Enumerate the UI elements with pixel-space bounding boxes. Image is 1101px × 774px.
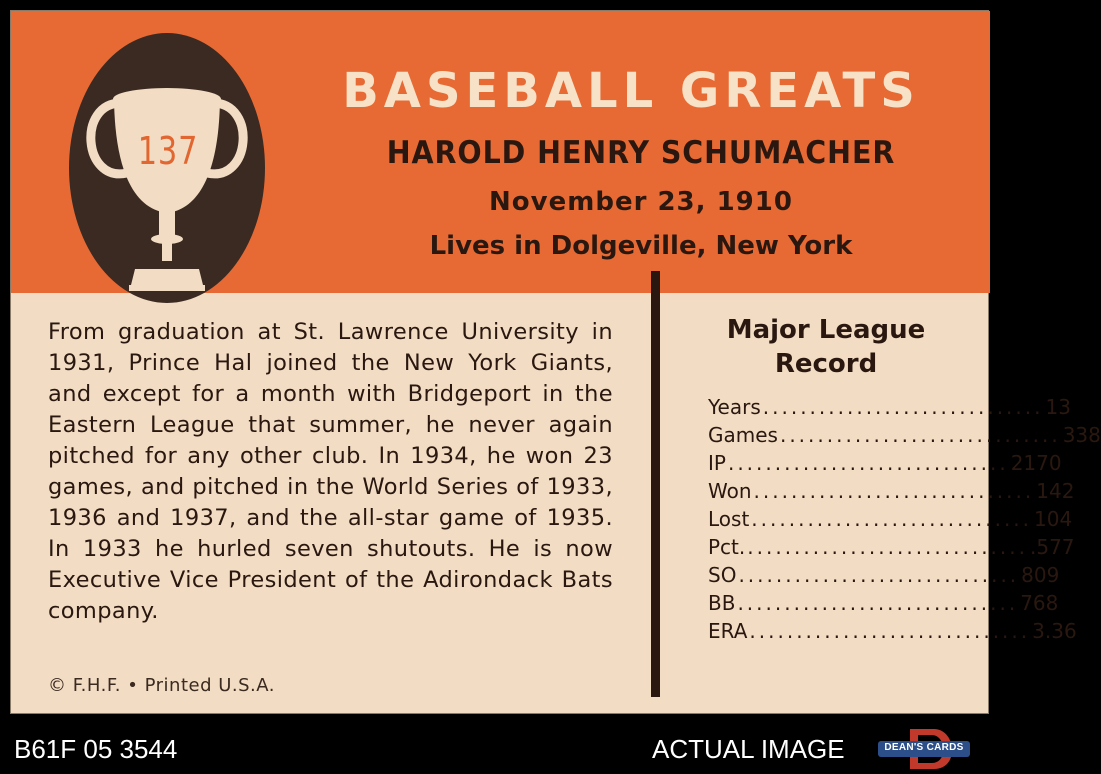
stat-leader-dots: .............................. — [747, 535, 1028, 559]
player-name: HAROLD HENRY SCHUMACHER — [386, 135, 896, 171]
bio-text: From graduation at St. Lawrence University in 1931, Prince Hal joined the New York Giants, and except for a month with Bridgeport in the Eastern League that summer, he never again pitched for any other club. In 1934, he won 23 games, and pitched in the World Series of 1933, 1936 and 1937, and the all-star game of 1935. In 1933 he hurled seven shutouts. He is now Executive Vice President of the Adirondack Bats company. — [48, 319, 613, 624]
stat-value: 3.36 — [1032, 619, 1077, 643]
stats-list — [708, 395, 1101, 647]
baseball-card-back — [10, 10, 1101, 714]
stat-row-so — [708, 563, 1060, 591]
stat-leader-dots: .............................. — [727, 451, 1009, 475]
record-title: Major League Record — [726, 315, 926, 379]
stat-row-era — [708, 619, 1077, 647]
card-number: 137 — [137, 129, 199, 173]
stat-row-lost — [708, 507, 1073, 535]
stat-leader-dots: .............................. — [779, 423, 1061, 447]
stat-value: 2170 — [1010, 451, 1062, 475]
stat-value: 13 — [1045, 395, 1071, 419]
stat-label: Games — [708, 423, 778, 447]
stat-row-won — [708, 479, 1075, 507]
stat-label: Pct. — [708, 535, 746, 559]
stat-label: IP — [708, 451, 726, 475]
stat-value: 142 — [1036, 479, 1075, 503]
stat-label: ERA — [708, 619, 748, 643]
stat-value: 768 — [1020, 591, 1059, 615]
stat-leader-dots: .............................. — [753, 479, 1035, 503]
stat-leader-dots: .............................. — [738, 563, 1020, 587]
stat-row-bb — [708, 591, 1059, 619]
stat-row-games — [708, 423, 1101, 451]
birth-date: November 23, 1910 — [489, 187, 793, 217]
stat-leader-dots: .............................. — [737, 591, 1019, 615]
inventory-code: B61F 05 3544 — [14, 734, 178, 764]
stat-row-pct — [708, 535, 1075, 563]
deans-cards-logo-text: DEAN'S CARDS — [884, 742, 964, 753]
actual-image-label: ACTUAL IMAGE — [652, 734, 845, 764]
stat-label: BB — [708, 591, 736, 615]
divider-line — [651, 271, 660, 697]
stat-value: 809 — [1021, 563, 1060, 587]
stat-label: Years — [708, 395, 761, 419]
stat-value: 104 — [1034, 507, 1073, 531]
stat-label: Lost — [708, 507, 750, 531]
stat-leader-dots: .............................. — [749, 619, 1031, 643]
residence: Lives in Dolgeville, New York — [429, 231, 853, 261]
stat-label: Won — [708, 479, 752, 503]
stat-value: .577 — [1030, 535, 1075, 559]
stat-row-ip — [708, 451, 1062, 479]
stat-row-years — [708, 395, 1071, 423]
stat-leader-dots: .............................. — [762, 395, 1044, 419]
copyright-line: © F.H.F. • Printed U.S.A. — [48, 675, 275, 696]
stat-value: 338 — [1062, 423, 1101, 447]
stat-label: SO — [708, 563, 737, 587]
stat-leader-dots: .............................. — [751, 507, 1033, 531]
series-title: BASEBALL GREATS — [342, 63, 920, 119]
